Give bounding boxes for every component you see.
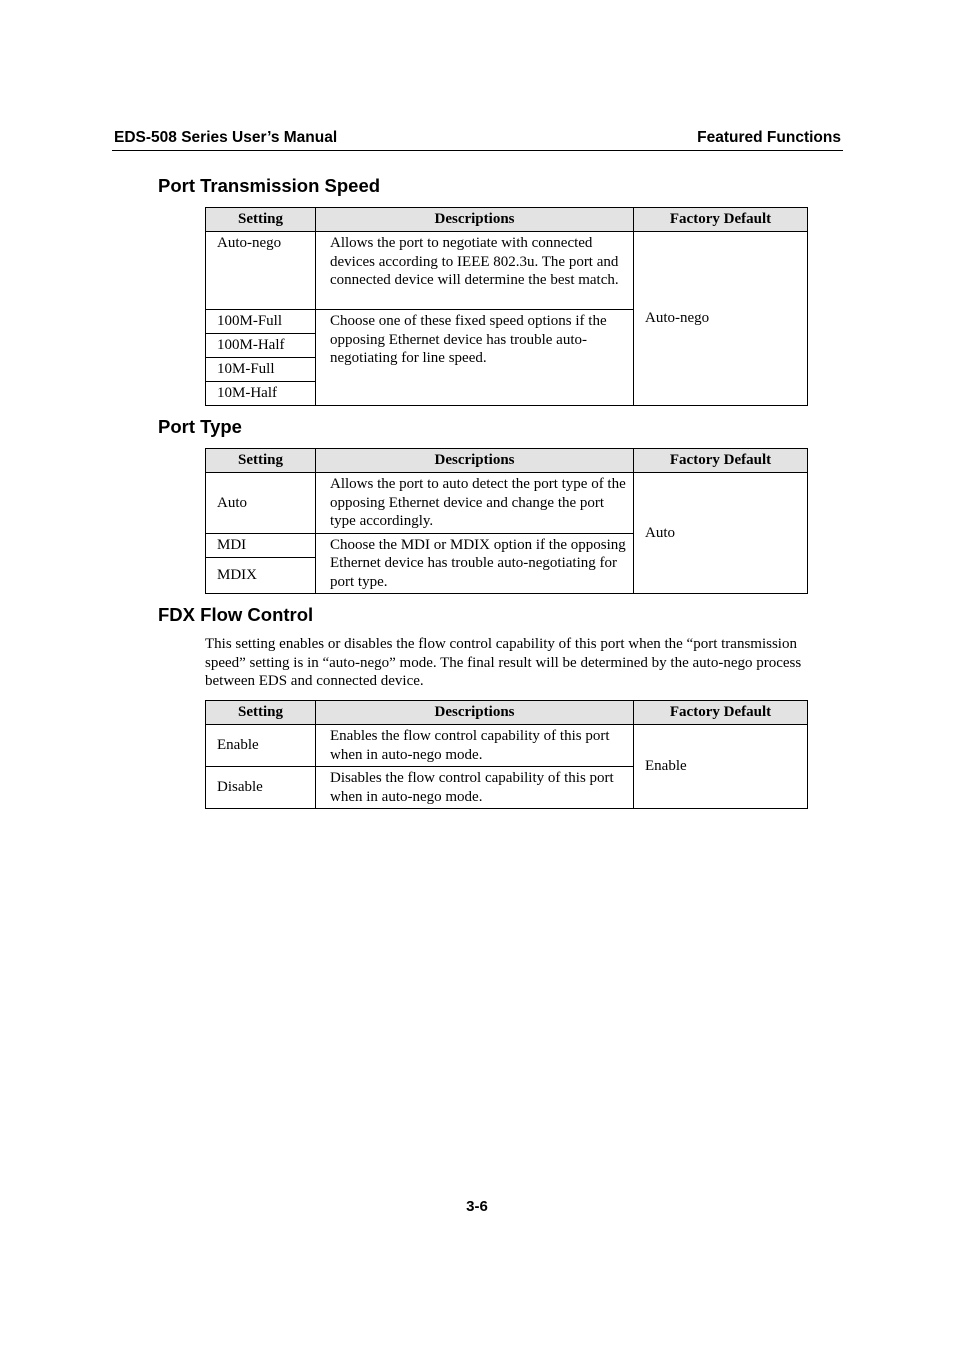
flow-control-table: [205, 700, 808, 809]
table-header: [206, 701, 808, 725]
chapter-title: Featured Functions: [697, 129, 841, 146]
speed-table: [205, 207, 808, 406]
description-cell: Choose one of these fixed speed options if the opposing Ethernet device has trouble auto-negotiating for line speed.: [316, 310, 634, 406]
setting-cell: 10M-Half: [206, 382, 316, 406]
col-setting: Setting: [206, 449, 316, 473]
section-title-port-type: Port Type: [158, 416, 242, 437]
port-type-table: [205, 448, 808, 594]
col-descriptions: Descriptions: [316, 208, 634, 232]
description-cell: Enables the flow control capability of this port when in auto-nego mode.: [316, 725, 634, 767]
col-descriptions: Descriptions: [316, 449, 634, 473]
setting-cell: MDIX: [206, 557, 316, 593]
col-setting: Setting: [206, 208, 316, 232]
section-title-speed: Port Transmission Speed: [158, 175, 381, 196]
setting-cell: 100M-Half: [206, 334, 316, 358]
setting-cell: Disable: [206, 767, 316, 809]
setting-cell: Auto-nego: [206, 232, 316, 310]
table-header: [206, 208, 808, 232]
col-default: Factory Default: [634, 701, 808, 725]
section-title-flow-control: FDX Flow Control: [158, 604, 314, 625]
default-cell: Auto: [634, 473, 808, 594]
default-cell: Auto-nego: [634, 232, 808, 406]
setting-cell: Enable: [206, 725, 316, 767]
table-row: [206, 232, 808, 310]
description-cell: Allows the port to auto detect the port type of the opposing Ethernet device and change the port type accordingly.: [316, 473, 634, 534]
default-cell: Enable: [634, 725, 808, 809]
page-header: [112, 129, 843, 151]
manual-title: EDS-508 Series User’s Manual: [114, 129, 338, 146]
flow-control-intro: This setting enables or disables the flow control capability of this port when the “port transmission speed” setting is in “auto-nego” mode. The final result will be determined by the auto-nego process between EDS and connected device.: [205, 636, 802, 689]
setting-cell: 10M-Full: [206, 358, 316, 382]
description-cell: Choose the MDI or MDIX option if the opposing Ethernet device has trouble auto-negotiating for port type.: [316, 533, 634, 594]
description-cell: Disables the flow control capability of this port when in auto-nego mode.: [316, 767, 634, 809]
table-header: [206, 449, 808, 473]
col-setting: Setting: [206, 701, 316, 725]
col-default: Factory Default: [634, 208, 808, 232]
table-row: [206, 473, 808, 534]
setting-cell: 100M-Full: [206, 310, 316, 334]
setting-cell: Auto: [206, 473, 316, 534]
col-default: Factory Default: [634, 449, 808, 473]
col-descriptions: Descriptions: [316, 701, 634, 725]
description-cell: Allows the port to negotiate with connected devices according to IEEE 802.3u. The port and connected device will determine the best match.: [316, 232, 634, 310]
setting-cell: MDI: [206, 533, 316, 557]
page-number: 3-6: [466, 1198, 488, 1215]
table-row: [206, 725, 808, 767]
